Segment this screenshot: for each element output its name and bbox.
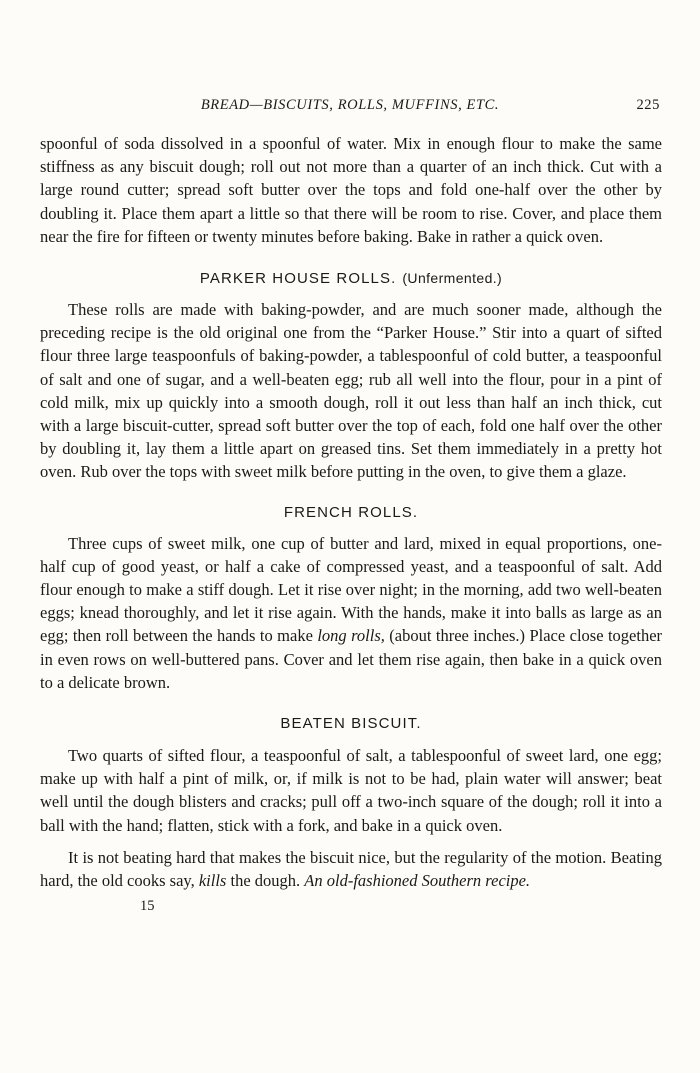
page-body	[40, 132, 662, 915]
heading-subtitle: (Unfermented.)	[402, 270, 503, 287]
recipe-note-beaten-biscuit	[40, 846, 662, 892]
recipe-text-parker-house-rolls: These rolls are made with baking-powder, and are much sooner made, although the preceding recipe is the old original one from the “Parker House.” Stir into a quart of sifted flour three large teaspoonfuls of baking-powder, a tablespoonful of cold butter, a teaspoonful of salt and one of sugar, and a well-beaten egg; rub all well into the flour, pour in a pint of cold milk, mix up quickly into a smooth dough, roll it out less than half an inch thick, cut with a large biscuit-cutter, spread soft butter over the top of each, fold one half over the other by doubling it, lay them a little apart on greased tins. Set them immediately in a pretty hot oven. Rub over the tops with sweet milk before putting in the oven, to give them a glaze.	[40, 300, 662, 482]
recipe-heading-french-rolls: FRENCH ROLLS.	[283, 503, 419, 521]
italic-phrase: long rolls,	[317, 626, 385, 646]
recipe-text-beaten-biscuit: Two quarts of sifted flour, a teaspoonful of salt, a tablespoonful of sweet lard, one egg; make up with half a pint of milk, or, if milk is not to be had, plain water will answer; beat well until the dough blisters and cracks; pull off a two-inch square of the dough; roll it into a ball with the hand; flatten, stick with a fork, and bake in a quick oven.	[40, 746, 662, 835]
text-segment: (about three inches.) Place close together in even rows on well-buttered pans. Cover and let them rise again, then bake in a quick oven to a delicate brown.	[40, 626, 663, 692]
running-title: BREAD—BISCUITS, ROLLS, MUFFINS, ETC.	[200, 97, 500, 113]
continued-paragraph: spoonful of soda dissolved in a spoonful of water. Mix in enough flour to make the same stiffness as any biscuit dough; roll out not more than a quarter of an inch thick. Cut with a large round cutter; spread soft butter over the tops and fold one-half over the other by doubling it. Place them apart a little so that there will be room to rise. Cover, and place them near the fire for fifteen or twenty minutes before baking. Bake in rather a quick oven.	[40, 134, 662, 246]
page-number: 225	[636, 97, 660, 113]
text-segment: Three cups of sweet milk, one cup of butter and lard, mixed in equal proportions, one-half cup of good yeast, or half a cake of compressed yeast, and a teaspoonful of salt. Add flour enough to make a stiff dough. Let it rise over night; in the morning, add two well-beaten eggs; knead thoroughly, and let it rise again. With the hands, make it into balls as large as an egg; then roll between the hands to make	[40, 533, 662, 646]
signature-mark: 15	[140, 898, 155, 915]
text-segment: It is not beating hard that makes the biscuit nice, but the regularity of the motion. Beating hard, the old cooks say,	[40, 847, 662, 891]
recipe-heading-parker-house-rolls	[40, 270, 662, 287]
text-segment: the dough.	[226, 871, 305, 891]
recipe-source: An old-fashioned Southern recipe.	[304, 871, 531, 891]
recipe-text-french-rolls	[40, 532, 662, 694]
running-header	[40, 97, 660, 117]
recipe-heading-beaten-biscuit: BEATEN BISCUIT.	[280, 715, 422, 733]
heading-title: PARKER HOUSE ROLLS.	[199, 270, 397, 288]
italic-word: kills	[198, 871, 227, 891]
